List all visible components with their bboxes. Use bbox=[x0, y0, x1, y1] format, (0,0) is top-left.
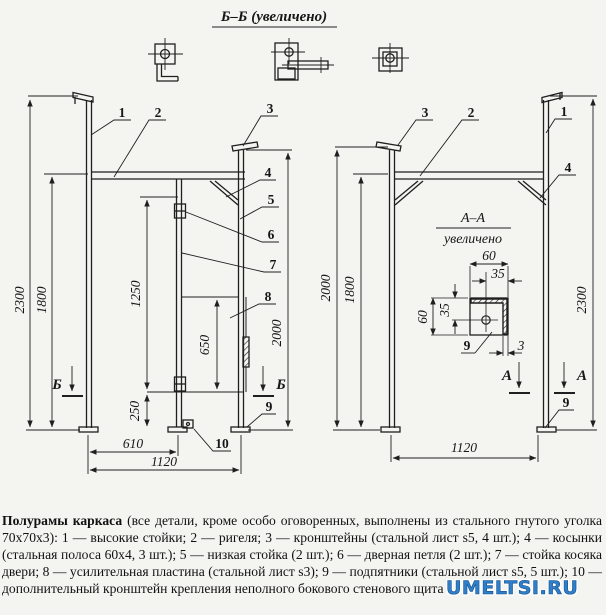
bb-detail-hinge-joint bbox=[271, 38, 334, 80]
caption-lead: Полурамы каркаса bbox=[2, 512, 123, 528]
foot-plate bbox=[79, 427, 98, 432]
dim-label-650: 650 bbox=[197, 334, 212, 356]
part-label-3: 3 bbox=[421, 105, 429, 120]
bb-detail-corner-joint bbox=[148, 38, 183, 81]
dim-label-1120: 1120 bbox=[451, 440, 477, 455]
right-frame-structure bbox=[376, 93, 562, 433]
part-label-1: 1 bbox=[560, 104, 568, 119]
part-label-10: 10 bbox=[215, 436, 229, 451]
reinforcement-plate bbox=[243, 337, 249, 367]
dim-label-1250: 1250 bbox=[128, 280, 143, 308]
detail-aa-title: А–А bbox=[460, 211, 486, 226]
part-label-6: 6 bbox=[267, 227, 275, 242]
dim-label-2300: 2300 bbox=[12, 286, 27, 314]
dim-label-3: 3 bbox=[517, 338, 525, 353]
part-label-3: 3 bbox=[266, 101, 274, 116]
dim-label-60-top: 60 bbox=[482, 248, 496, 263]
dim-label-1800: 1800 bbox=[34, 286, 49, 314]
part-label-8: 8 bbox=[264, 289, 272, 304]
part-label-9: 9 bbox=[562, 395, 570, 410]
foot-plate bbox=[231, 427, 250, 432]
dim-label-2300: 2300 bbox=[574, 286, 589, 314]
dim-label-1800: 1800 bbox=[342, 276, 357, 304]
left-frame-dimensions bbox=[26, 96, 293, 474]
tall-post-hook bbox=[73, 93, 93, 103]
part-label-4: 4 bbox=[564, 160, 572, 175]
tall-post-hook bbox=[542, 93, 562, 103]
section-bb-title bbox=[212, 9, 337, 27]
bb-detail-post-section bbox=[372, 43, 409, 73]
part-label-2: 2 bbox=[154, 105, 162, 120]
detail-aa bbox=[415, 211, 525, 356]
foot-plate bbox=[381, 427, 400, 432]
dim-label-60-left: 60 bbox=[415, 310, 430, 324]
dim-label-35-left: 35 bbox=[437, 303, 452, 317]
left-half-frame bbox=[12, 93, 293, 475]
section-mark-a-right: А bbox=[576, 368, 588, 384]
section-mark-b-right: Б bbox=[276, 377, 286, 393]
section-bb-title-text: Б–Б (увеличено) bbox=[220, 9, 328, 25]
dim-label-610: 610 bbox=[122, 436, 144, 451]
bracket-3 bbox=[376, 142, 401, 151]
part-label-4: 4 bbox=[264, 165, 272, 180]
part-label-2: 2 bbox=[467, 105, 475, 120]
dim-label-250: 250 bbox=[127, 400, 142, 422]
section-mark-b-left: Б bbox=[52, 377, 62, 393]
part-label-7: 7 bbox=[269, 257, 277, 272]
part-label-5: 5 bbox=[267, 192, 275, 207]
detail-aa-subtitle: увеличено bbox=[443, 232, 503, 247]
part-label-1: 1 bbox=[118, 105, 126, 120]
part-label-9: 9 bbox=[265, 399, 273, 414]
left-frame-structure bbox=[73, 93, 258, 433]
dim-label-1120: 1120 bbox=[151, 454, 177, 469]
caption-body: (все детали, кроме особо оговоренных, выполнены из стального гнутого уголка 70х70х3): 1 — высокие стойки; 2 — ригеля; 3 — кронштейны (стальной лист s5, 4 шт.); 4 — косынки (стальная полоса 60х4, 3 шт.); 5 — низкая стойка (2 шт.); 6 — дверная петля (2 шт.); 7 — стойка косяка двери; 8 — усилительная пластина (стальной лист s3); 9 — подпятники (стальной лист s5, 5 шт.); 10 — дополнительный кронштейн крепления неполного бокового стенового щита bbox=[2, 512, 602, 597]
part-label-9: 9 bbox=[463, 338, 471, 353]
dim-label-2000: 2000 bbox=[318, 274, 333, 302]
foot-plate bbox=[537, 427, 556, 432]
dim-label-35-top: 35 bbox=[491, 266, 505, 281]
right-frame-dimensions bbox=[333, 96, 597, 462]
site-watermark: UMELTSI.RU bbox=[446, 577, 579, 599]
dim-label-2000: 2000 bbox=[269, 319, 284, 347]
right-half-frame bbox=[318, 93, 597, 463]
section-mark-a-left: А bbox=[501, 368, 513, 384]
section-bb-details bbox=[148, 38, 409, 81]
